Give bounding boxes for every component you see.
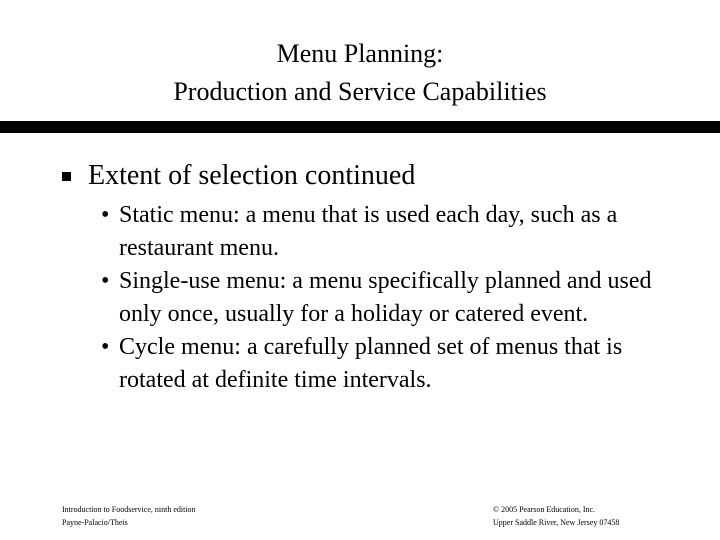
- main-bullet-text: Extent of selection continued: [88, 160, 416, 191]
- sub-bullet-text: Cycle menu: a carefully planned set of menus that is rotated at definite time intervals.: [119, 334, 623, 393]
- main-bullet: [62, 158, 702, 194]
- sub-bullet-item: [101, 331, 661, 397]
- sub-bullet-text: Static menu: a menu that is used each day, such as a restaurant menu.: [119, 202, 618, 261]
- square-bullet-icon: [62, 172, 71, 181]
- footer-publisher-address: Upper Saddle River, New Jersey 07458: [493, 518, 620, 527]
- bullet-dot-icon: •: [101, 202, 110, 228]
- slide-title: [0, 35, 720, 111]
- footer-book-title: Introduction to Foodservice, ninth edition: [62, 505, 196, 514]
- sub-bullet-item: [101, 199, 661, 265]
- bullet-dot-icon: •: [101, 334, 110, 360]
- sub-bullet-item: [101, 265, 661, 331]
- footer-right: [493, 503, 619, 529]
- sub-bullet-list: [101, 199, 661, 397]
- bullet-dot-icon: •: [101, 268, 110, 294]
- footer-copyright: © 2005 Pearson Education, Inc.: [493, 505, 596, 514]
- footer-left: [62, 503, 196, 529]
- footer-authors: Payne-Palacio/Theis: [62, 518, 128, 527]
- title-divider: [0, 121, 720, 133]
- title-line-2: Production and Service Capabilities: [173, 77, 547, 106]
- title-line-1: Menu Planning:: [276, 39, 444, 68]
- sub-bullet-text: Single-use menu: a menu specifically planned and used only once, usually for a holiday or catered event.: [119, 268, 652, 327]
